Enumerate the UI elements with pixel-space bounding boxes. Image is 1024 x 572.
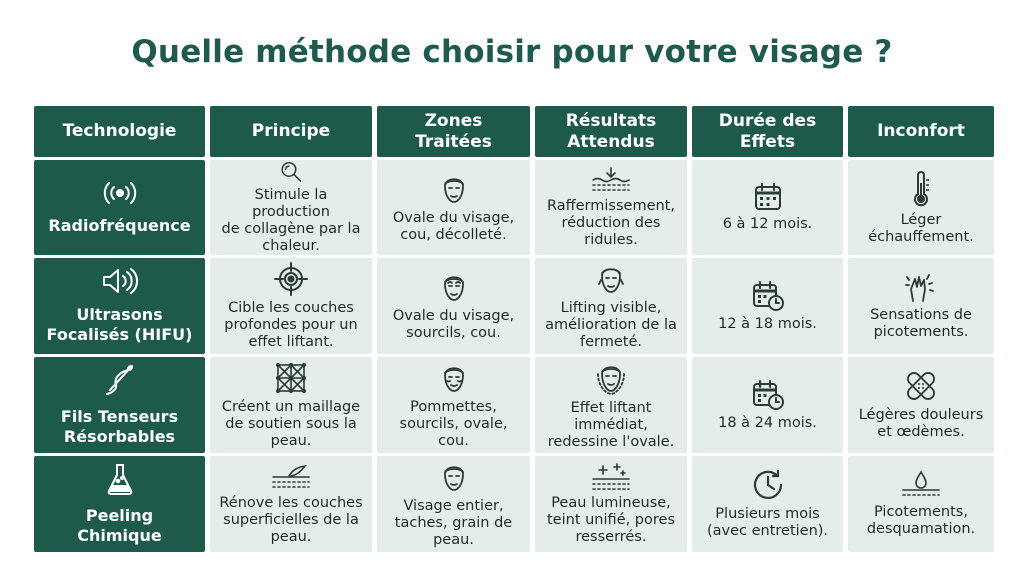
technology-cell: Fils Tenseurs Résorbables xyxy=(34,357,205,453)
page-title: Quelle méthode choisir pour votre visage ? xyxy=(131,34,893,70)
principle-cell: Stimule la production de collagène par la chaleur. xyxy=(210,160,372,255)
face-contour-icon xyxy=(594,360,628,396)
needle-thread-icon xyxy=(102,363,138,397)
results-cell: Raffermissement, réduction des ridules. xyxy=(535,160,687,255)
sparkle-skin-icon xyxy=(591,463,631,491)
face-icon xyxy=(439,361,469,395)
results-cell: Lifting visible, amélioration de la fermeté. xyxy=(535,258,687,354)
flask-icon xyxy=(105,462,135,496)
mesh-icon xyxy=(274,361,308,395)
zones-cell: Pommettes, sourcils, ovale, cou. xyxy=(377,357,530,453)
zones-cell: Visage entier, taches, grain de peau. xyxy=(377,456,530,552)
technology-cell: Ultrasons Focalisés (HIFU) xyxy=(34,258,205,354)
calendar-clock-icon xyxy=(751,379,785,411)
principle-cell: Créent un maillage de soutien sous la peau. xyxy=(210,357,372,453)
duration-cell: Plusieurs mois (avec entretien). xyxy=(692,456,843,552)
drop-skin-icon xyxy=(901,470,941,500)
bandage-icon xyxy=(904,369,938,403)
target-icon xyxy=(274,262,308,296)
results-cell: Peau lumineuse, teint unifié, pores resserrés. xyxy=(535,456,687,552)
skin-layers-icon xyxy=(591,166,631,194)
technology-cell: Radiofréquence xyxy=(34,160,205,255)
duration-cell: 6 à 12 mois. xyxy=(692,160,843,255)
discomfort-cell: Picotements, desquamation. xyxy=(848,456,994,552)
zones-cell: Ovale du visage, cou, décolleté. xyxy=(377,160,530,255)
tingling-hand-icon xyxy=(903,271,939,303)
calendar-clock-icon xyxy=(751,280,785,312)
discomfort-cell: Légères douleurs et œdèmes. xyxy=(848,357,994,453)
calendar-icon xyxy=(753,182,783,212)
skin-renewal-icon xyxy=(271,463,311,491)
speaker-icon xyxy=(101,267,139,295)
zones-cell: Ovale du visage, sourcils, cou. xyxy=(377,258,530,354)
radio-waves-icon xyxy=(102,180,138,206)
principle-cell: Rénove les couches superficielles de la peau. xyxy=(210,456,372,552)
clock-icon xyxy=(751,468,785,502)
face-icon xyxy=(439,172,469,206)
principle-cell: Cible les couches profondes pour un effet liftant. xyxy=(210,258,372,354)
magnifier-icon xyxy=(274,160,308,183)
header-results: Résultats Attendus xyxy=(535,106,687,157)
header-principle: Principe xyxy=(210,106,372,157)
header-discomfort: Inconfort xyxy=(848,106,994,157)
header-technology: Technologie xyxy=(34,106,205,157)
header-zones: Zones Traitées xyxy=(377,106,530,157)
face-lift-icon xyxy=(596,262,626,296)
face-icon xyxy=(439,270,469,304)
discomfort-cell: Léger échauffement. xyxy=(848,160,994,255)
thermometer-icon xyxy=(910,170,932,208)
discomfort-cell: Sensations de picotements. xyxy=(848,258,994,354)
technology-cell: Peeling Chimique xyxy=(34,456,205,552)
duration-cell: 12 à 18 mois. xyxy=(692,258,843,354)
comparison-table xyxy=(34,106,993,552)
duration-cell: 18 à 24 mois. xyxy=(692,357,843,453)
face-icon xyxy=(439,460,469,494)
header-duration: Durée des Effets xyxy=(692,106,843,157)
results-cell: Effet liftant immédiat, redessine l'ovale. xyxy=(535,357,687,453)
